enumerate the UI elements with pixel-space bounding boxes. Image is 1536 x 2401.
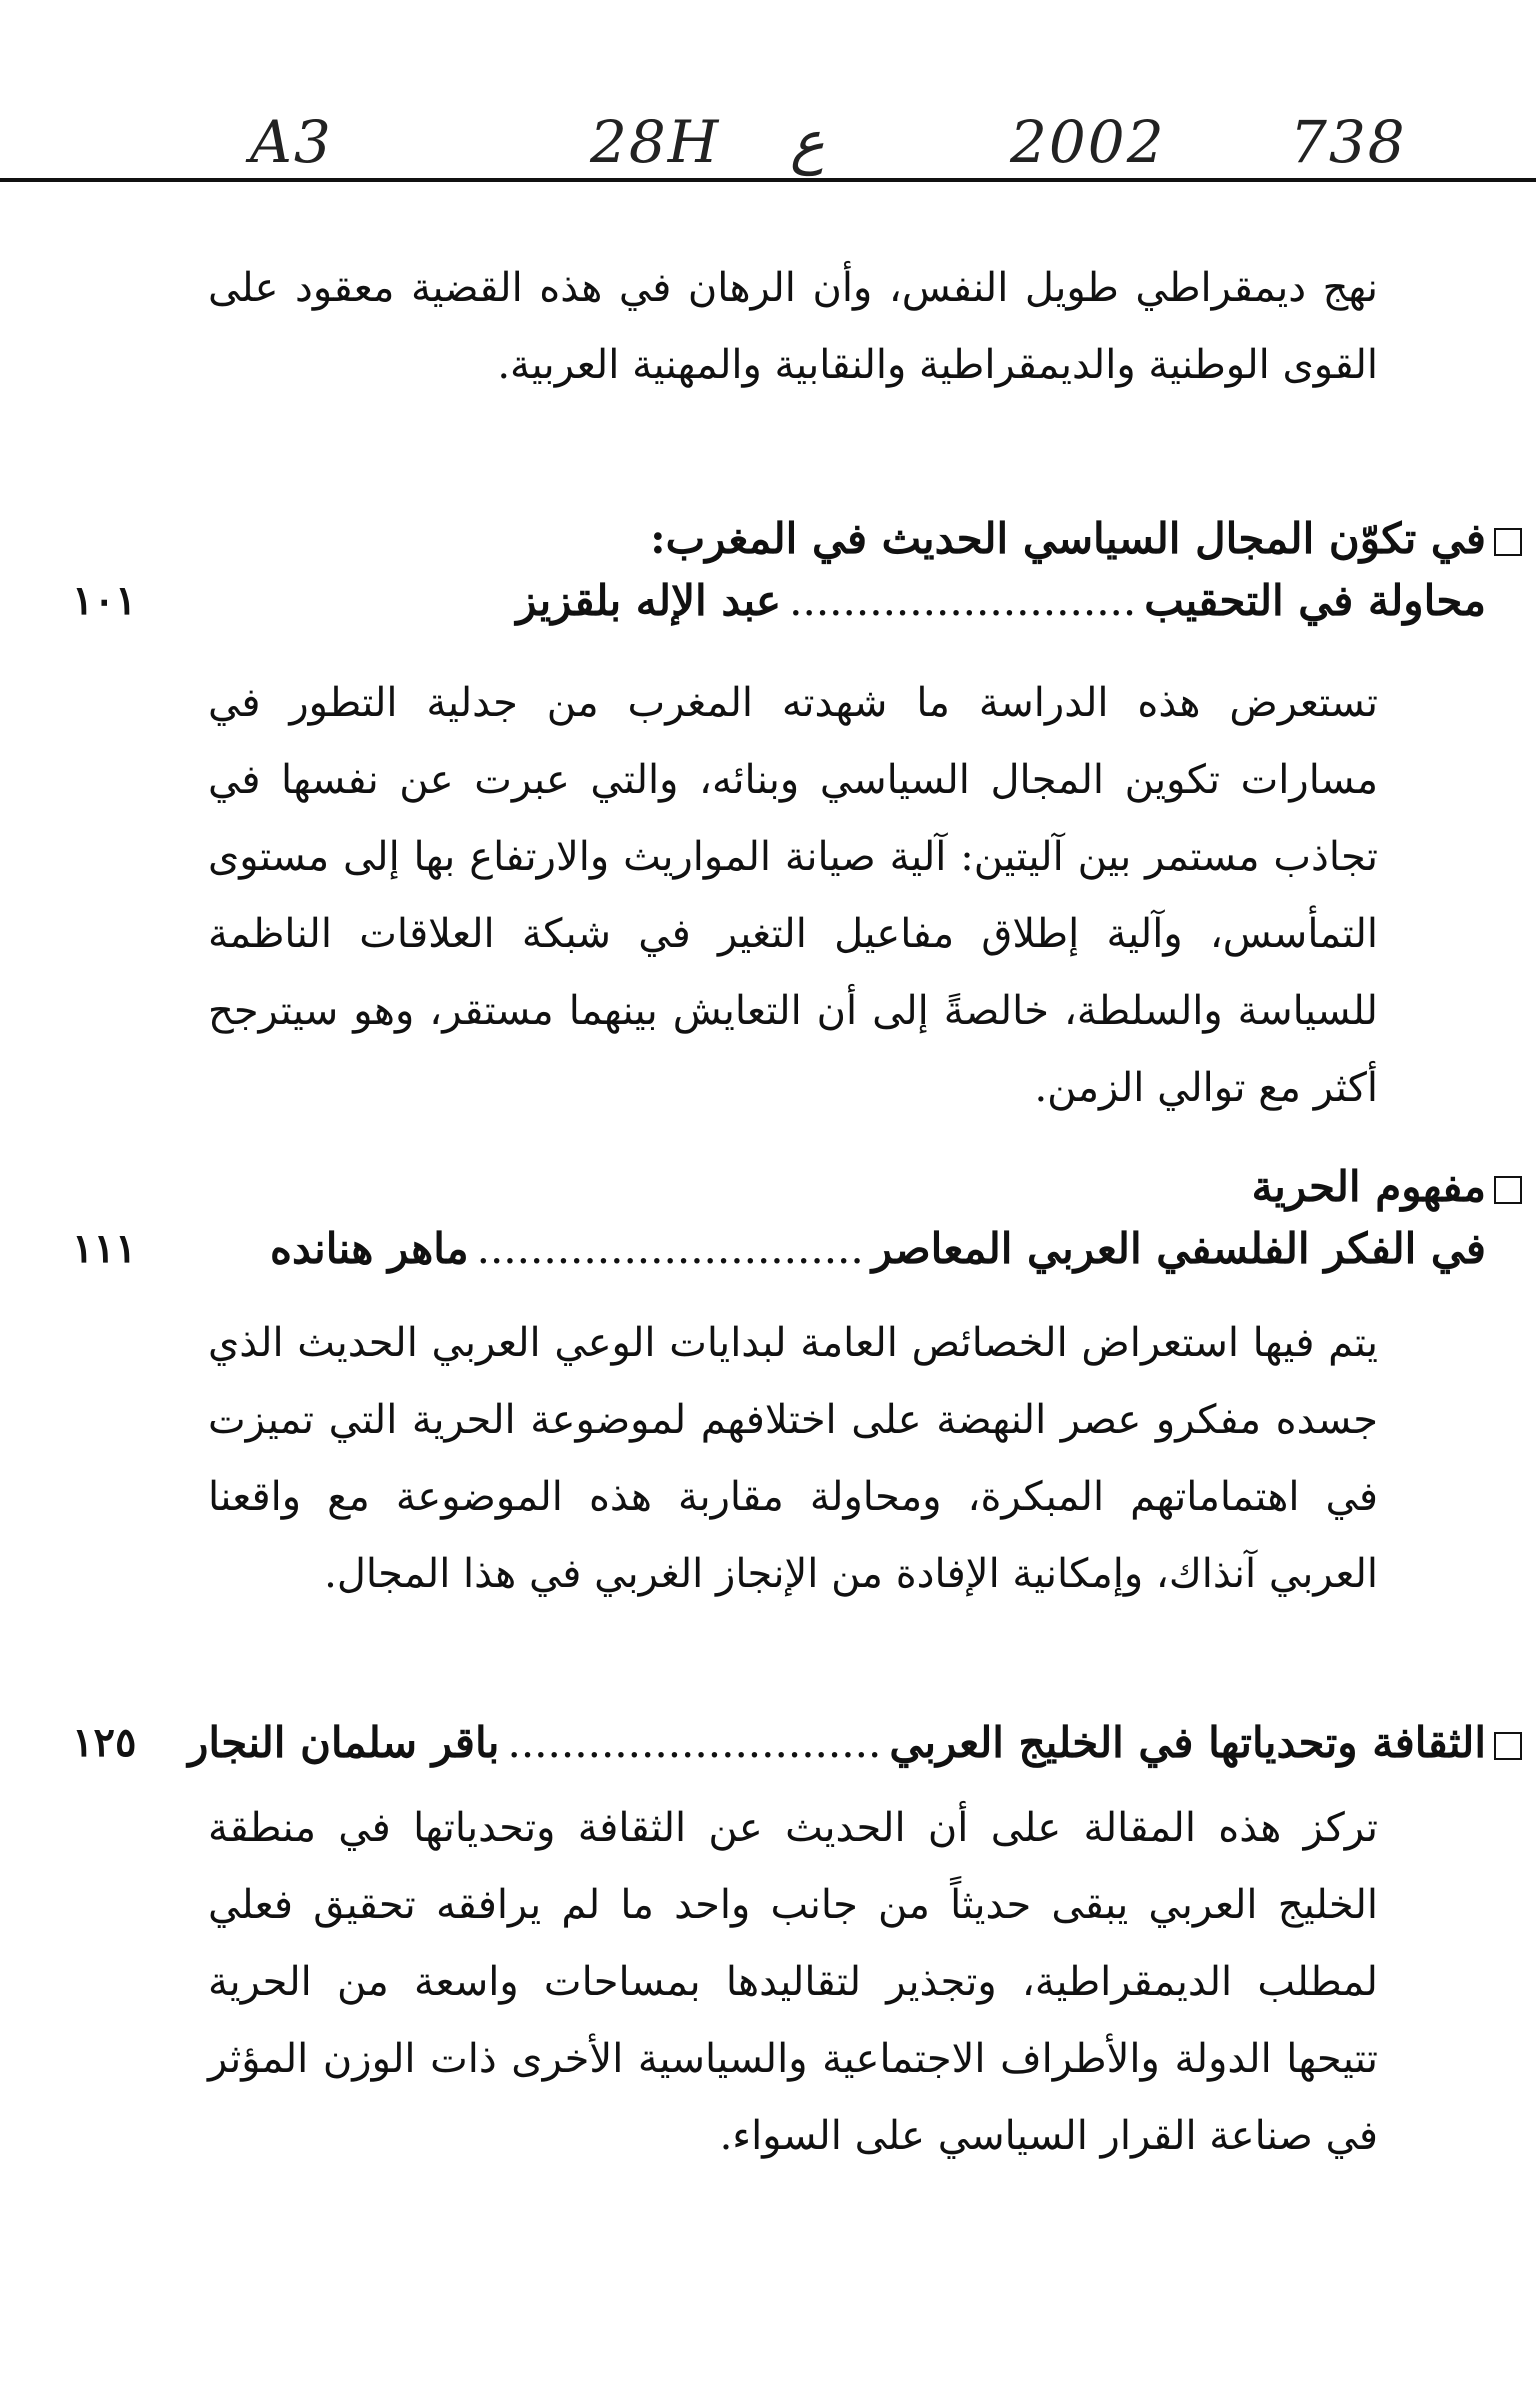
entry-title-continued: في الفكر الفلسفي العربي المعاصر bbox=[871, 1224, 1486, 1273]
entry-abstract: تستعرض هذه الدراسة ما شهدته المغرب من جدلية التطور في مسارات تكوين المجال السياسي وبنائه، والتي عبرت عن نفسها في تجاذب مستمر بين آليتين: آلية صيانة المواريث والارتفاع بها إلى مستوى التمأسس، وآلية إطلاق مفاعيل التغير في شبكة العلاقات الناظمة للسياسة والسلطة، خالصةً إلى أن التعايش بينهما مستقر، وهو سيترجح أكثر مع توالي الزمن. bbox=[208, 680, 1378, 1111]
entry-author: ماهر هنانده bbox=[269, 1224, 469, 1273]
toc-entry[interactable] bbox=[22, 508, 1522, 632]
header-rule bbox=[0, 178, 1536, 182]
intro-paragraph: نهج ديمقراطي طويل النفس، وأن الرهان في هذه القضية معقود على القوى الوطنية والديمقراطية والنقابية والمهنية العربية. bbox=[208, 265, 1378, 388]
checkbox-icon bbox=[1494, 1732, 1522, 1760]
dot-leader: .......................... bbox=[789, 576, 1137, 625]
entry-abstract: تركز هذه المقالة على أن الحديث عن الثقافة وتحدياتها في منطقة الخليج العربي يبقى حديثاً من جانب واحد ما لم يرافقه تحقيق فعلي لمطلب الديمقراطية، وتجذير لتقاليدها بمساحات واسعة من الحرية تتيحها الدولة والأطراف الاجتماعية والسياسية الأخرى ذات الوزن المؤثر في صناعة القرار السياسي على السواء. bbox=[208, 1805, 1378, 2159]
checkbox-icon bbox=[1494, 1176, 1522, 1204]
entry-page-number: ١٠١ bbox=[72, 577, 137, 624]
entry-author: عبد الإله بلقزيز bbox=[516, 576, 782, 625]
handwritten-note-28h: 28H bbox=[590, 108, 721, 176]
entry-title-continued: محاولة في التحقيب bbox=[1144, 576, 1486, 625]
toc-entry[interactable] bbox=[22, 1712, 1522, 1774]
checkbox-icon bbox=[1494, 528, 1522, 556]
dot-leader: ............................. bbox=[476, 1224, 864, 1273]
toc-entry[interactable] bbox=[22, 1156, 1522, 1280]
entry-abstract: يتم فيها استعراض الخصائص العامة لبدايات الوعي العربي الحديث الذي جسده مفكرو عصر النهضة على اختلافهم لموضوعة الحرية التي تميزت في اهتماماتهم المبكرة، ومحاولة مقاربة هذه الموضوعة مع واقعنا العربي آنذاك، وإمكانية الإفادة من الإنجاز الغربي في هذا المجال. bbox=[208, 1320, 1378, 1597]
handwritten-note-ain: ع bbox=[790, 108, 825, 176]
entry-title: مفهوم الحرية bbox=[1251, 1162, 1486, 1211]
entry-page-number: ١٢٥ bbox=[72, 1719, 137, 1766]
entry-title: الثقافة وتحدياتها في الخليج العربي bbox=[889, 1718, 1486, 1767]
dot-leader: ............................ bbox=[507, 1718, 882, 1767]
entry-author: باقر سلمان النجار bbox=[188, 1718, 500, 1767]
entry-title: في تكوّن المجال السياسي الحديث في المغرب: bbox=[650, 514, 1486, 563]
handwritten-note-year: 2002 bbox=[1010, 108, 1166, 176]
entry-page-number: ١١١ bbox=[72, 1225, 137, 1272]
handwritten-note-738: 738 bbox=[1290, 108, 1407, 176]
handwritten-note-a3: A3 bbox=[250, 108, 333, 176]
